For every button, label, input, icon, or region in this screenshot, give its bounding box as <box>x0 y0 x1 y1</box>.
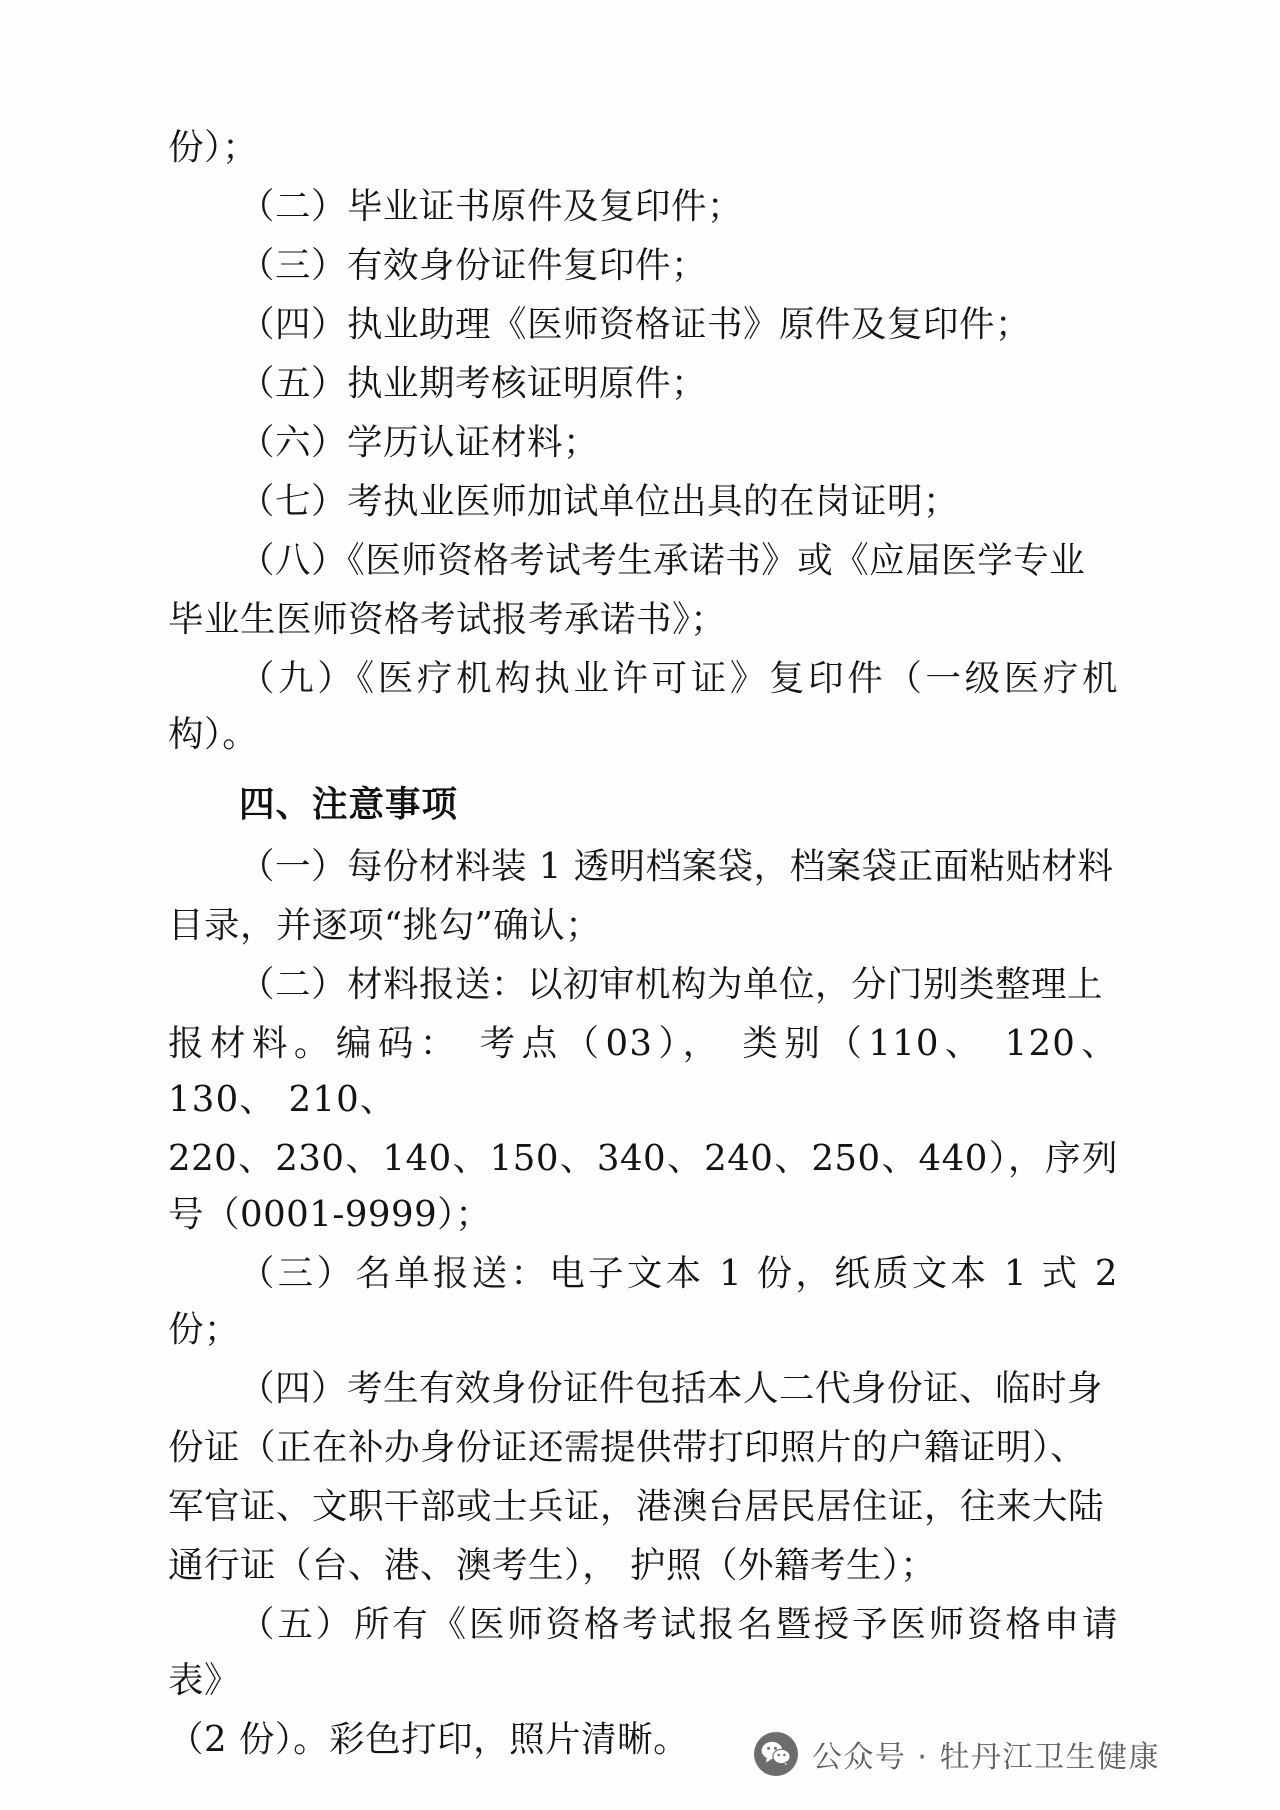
material-item-3: （三）有效身份证件复印件； <box>239 245 708 286</box>
note-item-1-line2: 目录，并逐项“挑勾”确认； <box>168 905 602 946</box>
material-item-8-line2: 毕业生医师资格考试报考承诺书》； <box>168 599 727 640</box>
material-item-7: （七）考执业医师加试单位出具的在岗证明； <box>239 481 960 522</box>
wechat-account-label: 公众号 · 牡丹江卫生健康 <box>811 1740 1160 1775</box>
note-item-5-line1: （五）所有《医师资格考试报名暨授予医师资格申请表》 <box>168 1604 1118 1701</box>
material-item-8-line1: （八）《医师资格考试考生承诺书》或《应届医学专业 <box>239 540 1086 581</box>
document-body <box>168 120 1118 1771</box>
note-item-4-line1: （四）考生有效身份证件包括本人二代身份证、临时身 <box>239 1368 1104 1409</box>
note-item-5-line2: （2 份）。彩色打印，照片清晰。 <box>168 1719 690 1760</box>
material-item-6: （六）学历认证材料； <box>239 422 600 463</box>
material-item-2: （二）毕业证书原件及复印件； <box>239 186 744 227</box>
material-item-4: （四）执业助理《医师资格证书》原件及复印件； <box>239 304 1032 345</box>
note-item-4-line3: 军官证、文职干部或士兵证，港澳台居民居住证，往来大陆 <box>168 1486 1105 1527</box>
note-item-4-line2: 份证（正在补办身份证还需提供带打印照片的户籍证明）、 <box>168 1427 1087 1468</box>
material-item-5: （五）执业期考核证明原件； <box>239 363 708 404</box>
continued-line: 份）； <box>168 127 259 168</box>
material-item-9: （九）《医疗机构执业许可证》复印件（一级医疗机构）。 <box>168 658 1118 755</box>
note-item-1-line1: （一）每份材料装 1 透明档案袋，档案袋正面粘贴材料 <box>239 846 1114 887</box>
page-footer <box>0 1716 1280 1776</box>
wechat-account-block <box>754 1732 1160 1776</box>
note-item-4-line4: 通行证（台、港、澳考生）， 护照（外籍考生）； <box>168 1545 937 1586</box>
wechat-icon <box>754 1732 798 1776</box>
note-item-2-line1: （二）材料报送：以初审机构为单位，分门别类整理上 <box>239 964 1104 1005</box>
note-item-2-line3: 220、230、140、150、340、240、250、440），序列号（0001-9999）； <box>168 1138 1118 1235</box>
note-item-3: （三）名单报送：电子文本 1 份，纸质文本 1 式 2 份； <box>168 1253 1118 1350</box>
section-heading-notes: 四、注意事项 <box>239 784 459 825</box>
note-item-2-line2: 报材料。编码： 考点（03）， 类别（110、 120、 130、 210、 <box>168 1023 1118 1120</box>
